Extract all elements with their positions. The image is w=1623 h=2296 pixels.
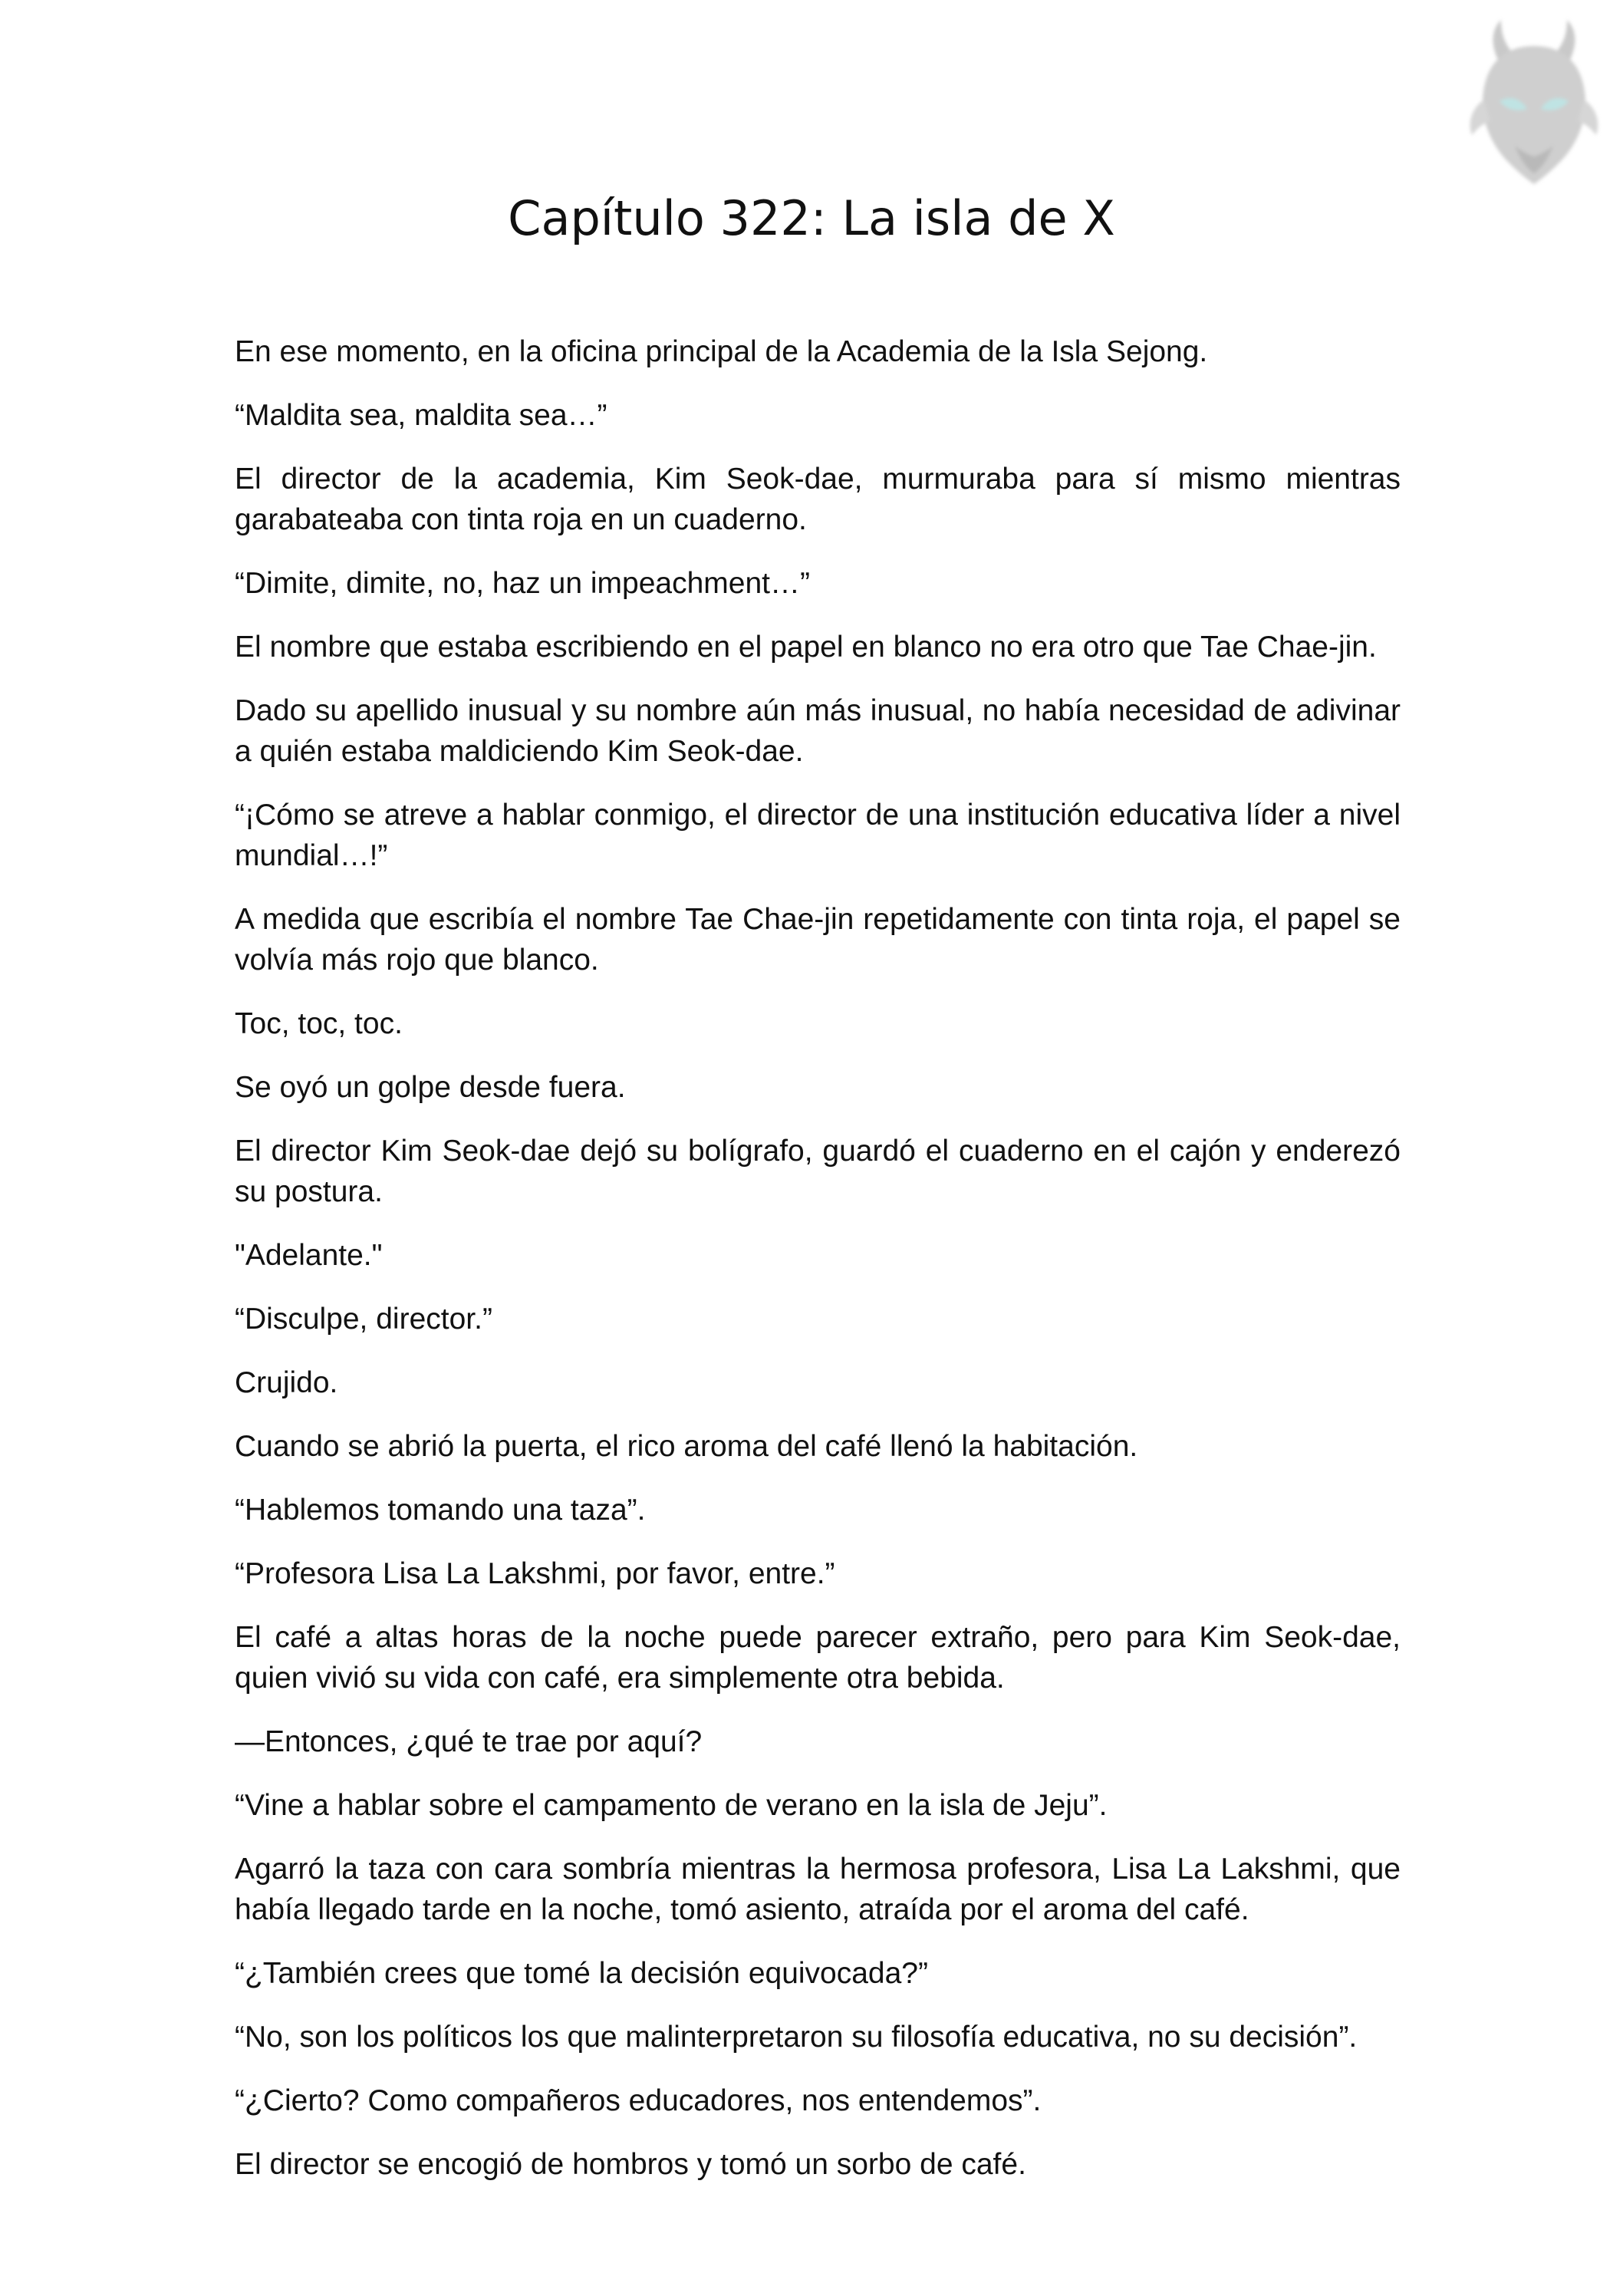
paragraph: Se oyó un golpe desde fuera. (235, 1071, 626, 1104)
paragraph: “No, son los políticos los que malinterpretaron su filosofía educativa, no su decisión”. (235, 2021, 1358, 2054)
paragraph: “¡Cómo se atreve a hablar conmigo, el director de una institución educativa líder a nivel mundial…!” (235, 799, 1401, 872)
paragraph: “Vine a hablar sobre el campamento de verano en la isla de Jeju”. (235, 1789, 1108, 1822)
paragraph: En ese momento, en la oficina principal de la Academia de la Isla Sejong. (235, 335, 1208, 368)
paragraph: “¿Cierto? Como compañeros educadores, nos entendemos”. (235, 2084, 1042, 2117)
paragraph: Toc, toc, toc. (235, 1007, 403, 1040)
paragraph: El nombre que estaba escribiendo en el papel en blanco no era otro que Tae Chae-jin. (235, 631, 1377, 664)
paragraph: “Maldita sea, maldita sea…” (235, 399, 607, 432)
body-text (235, 331, 1401, 2208)
paragraph: El café a altas horas de la noche puede parecer extraño, pero para Kim Seok-dae, quien vivió su vida con café, era simplemente otra bebida. (235, 1621, 1401, 1695)
paragraph: Dado su apellido inusual y su nombre aún más inusual, no había necesidad de adivinar a quién estaba maldiciendo Kim Seok-dae. (235, 694, 1401, 768)
paragraph: “Disculpe, director.” (235, 1303, 492, 1336)
page-title: Capítulo 322: La isla de X (508, 190, 1115, 246)
paragraph: “¿También crees que tomé la decisión equivocada?” (235, 1957, 928, 1990)
paragraph: El director se encogió de hombros y tomó un sorbo de café. (235, 2148, 1026, 2181)
paragraph: Crujido. (235, 1366, 338, 1399)
paragraph: “Hablemos tomando una taza”. (235, 1494, 646, 1527)
paragraph: Agarró la taza con cara sombría mientras la hermosa profesora, Lisa La Lakshmi, que había llegado tarde en la noche, tomó asiento, atraída por el aroma del café. (235, 1853, 1401, 1926)
paragraph: "Adelante." (235, 1239, 383, 1272)
paragraph: Cuando se abrió la puerta, el rico aroma del café llenó la habitación. (235, 1430, 1138, 1463)
paragraph: “Dimite, dimite, no, haz un impeachment…” (235, 567, 810, 600)
paragraph: El director de la academia, Kim Seok-dae, murmuraba para sí mismo mientras garabateaba con tinta roja en un cuaderno. (235, 463, 1401, 536)
paragraph: “Profesora Lisa La Lakshmi, por favor, entre.” (235, 1557, 835, 1590)
paragraph: El director Kim Seok-dae dejó su bolígrafo, guardó el cuaderno en el cajón y enderezó su postura. (235, 1135, 1401, 1208)
paragraph: A medida que escribía el nombre Tae Chae-jin repetidamente con tinta roja, el papel se volvía más rojo que blanco. (235, 903, 1401, 977)
horned-mask-logo-icon (1461, 15, 1607, 192)
paragraph: —Entonces, ¿qué te trae por aquí? (235, 1725, 703, 1758)
